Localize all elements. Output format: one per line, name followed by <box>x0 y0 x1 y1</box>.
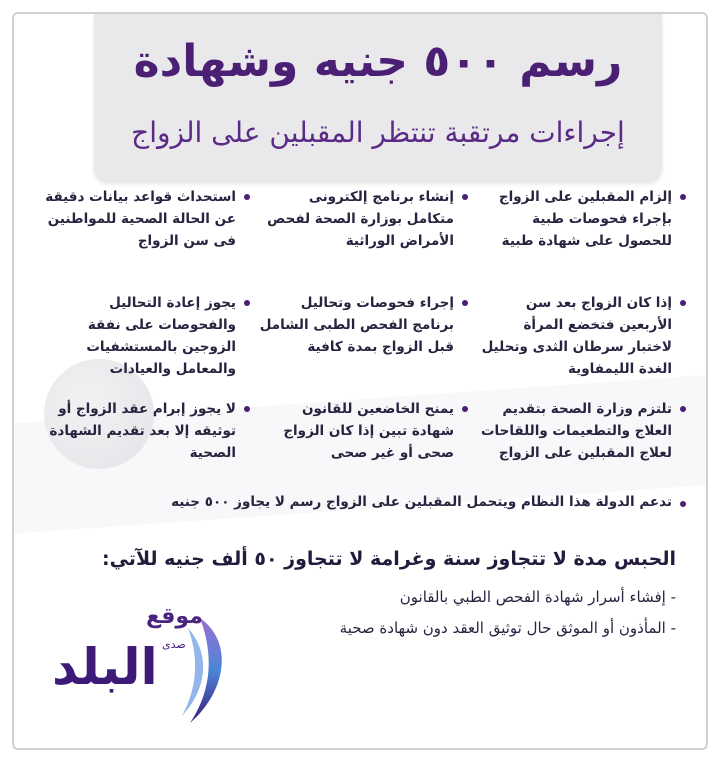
page-title: رسم ٥٠٠ جنيه وشهادة <box>133 36 623 87</box>
bullet-icon <box>244 300 250 306</box>
item-text: استحداث قواعد بيانات دقيقة عن الحالة الصحية للمواطنين فى سن الزواج <box>45 189 236 249</box>
procedures-grid <box>40 186 688 486</box>
item-text: إلزام المقبلين على الزواج بإجراء فحوصات طبية للحصول على شهادة طبية <box>498 189 672 249</box>
penalty-heading: الحبس مدة لا تتجاوز سنة وغرامة لا تتجاوز ٥٠ ألف جنيه للآتي: <box>101 548 676 570</box>
list-item <box>476 186 688 274</box>
item-text: إذا كان الزواج بعد سن الأربعين فتخضع المرأة لاختبار سرطان الثدى وتحليل الغدة الليمفاوية <box>481 295 672 377</box>
bullet-icon <box>462 194 468 200</box>
list-item <box>258 398 470 486</box>
list-item <box>258 292 470 380</box>
site-logo <box>50 598 240 728</box>
list-item <box>40 186 252 274</box>
header-banner <box>94 14 662 182</box>
item-text: إجراء فحوصات وتحاليل برنامج الفحص الطبى الشامل قبل الزواج بمدة كافية <box>259 295 454 355</box>
logo-top-text: موقع <box>146 604 203 629</box>
bullet-icon <box>244 194 250 200</box>
penalty-line-2: - المأذون أو الموثق حال توثيق العقد دون شهادة صحية <box>339 619 676 637</box>
penalty-line-1: - إفشاء أسرار شهادة الفحص الطبي بالقانون <box>399 588 676 606</box>
item-text: إنشاء برنامج إلكترونى متكامل بوزارة الصحة لفحص الأمراض الوراثية <box>267 189 454 249</box>
list-item <box>476 292 688 380</box>
logo-small-text: صدى <box>162 638 186 651</box>
bullet-icon <box>680 300 686 306</box>
list-item <box>40 292 252 380</box>
bullet-icon <box>462 406 468 412</box>
bullet-icon <box>680 501 686 507</box>
item-text: يجوز إعادة التحاليل والفحوصات على نفقة الزوجين بالمستشفيات والمعامل والعيادات <box>86 295 236 377</box>
item-text: تلتزم وزارة الصحة بتقديم العلاج والتطعيمات واللقاحات لعلاج المقبلين على الزواج <box>480 401 672 461</box>
item-text: يمنح الخاضعين للقانون شهادة تبين إذا كان الزواج صحى أو غير صحى <box>283 401 454 461</box>
bullet-icon <box>680 406 686 412</box>
bullet-icon <box>680 194 686 200</box>
list-item <box>40 398 252 486</box>
list-item <box>258 186 470 274</box>
bullet-icon <box>244 406 250 412</box>
fee-item <box>40 494 688 510</box>
item-text: لا يجوز إبرام عقد الزواج أو توثيقه إلا بعد تقديم الشهادة الصحية <box>49 401 236 461</box>
bullet-icon <box>462 300 468 306</box>
fee-text: تدعم الدولة هذا النظام ويتحمل المقبلين على الزواج رسم لا يجاوز ٥٠٠ جنيه <box>171 494 672 510</box>
list-item <box>476 398 688 486</box>
page-subtitle: إجراءات مرتقبة تنتظر المقبلين على الزواج <box>131 116 625 149</box>
logo-main-text: البلد <box>52 638 158 696</box>
